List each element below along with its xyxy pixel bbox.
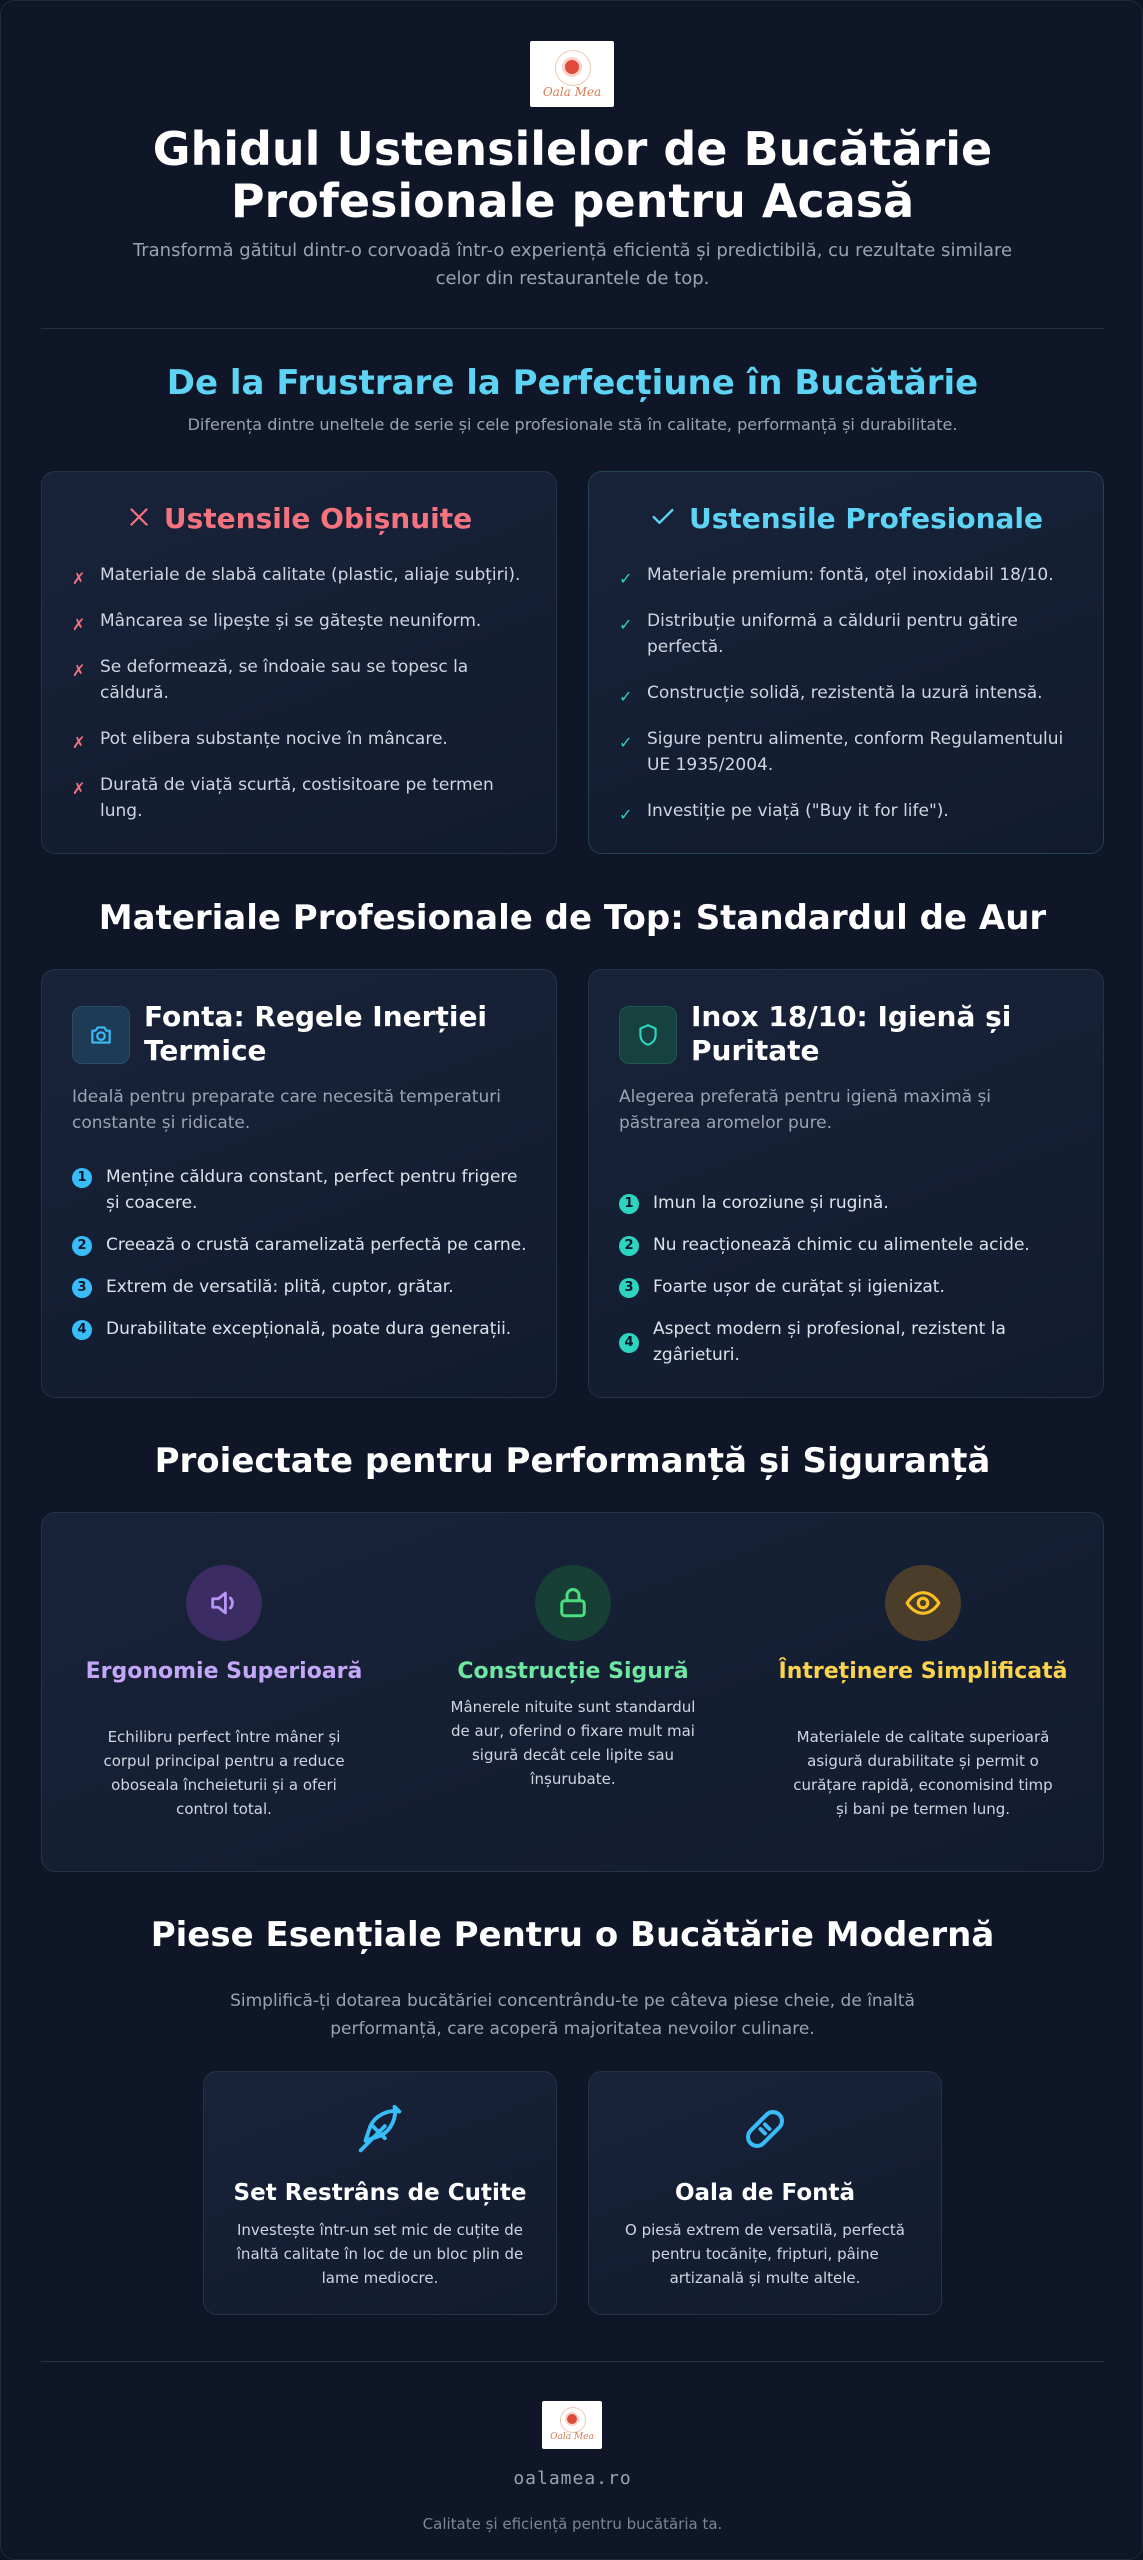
- x-icon: [126, 504, 152, 537]
- footer-logo-text: Oala Mea: [550, 2432, 594, 2442]
- feature-desc: Mânerele nituite sunt standardul de aur, oferind o fixare mult mai sigură decât cele lipite sau înșurubate.: [450, 1698, 696, 1788]
- comparison-subtitle: Diferența dintre uneltele de serie și cele profesionale stă în calitate, performanță și durabilitate.: [187, 415, 958, 434]
- inox-list: [619, 1190, 1079, 1368]
- list-item: ✓ Materiale premium: fontă, oțel inoxidabil 18/10.: [619, 565, 1054, 588]
- list-item: ✓ Sigure pentru alimente, conform Regulamentului UE 1935/2004.: [619, 729, 1064, 775]
- professional-tools-title: Ustensile Profesionale: [689, 502, 1043, 535]
- list-item: ✓ Distribuție uniformă a căldurii pentru gătire perfectă.: [619, 611, 1018, 657]
- comparison-title: De la Frustrare la Perfecțiune în Bucătărie: [166, 363, 979, 403]
- speaker-icon: [186, 1565, 262, 1641]
- cast-iron-title: Fonta: Regele Inerției Termice: [144, 1000, 488, 1067]
- logo-text: Oala Mea: [542, 85, 602, 99]
- list-item: ✗ Materiale de slabă calitate (plastic, aliaje subțiri).: [72, 565, 521, 588]
- essentials-subtitle: Simplifică-ți dotarea bucătăriei concentrându-te pe câteva piese cheie, de înaltă performanță, care acoperă majoritatea nevoilor culinare.: [230, 1991, 915, 2039]
- list-item: 1 Imun la coroziune și rugină.: [619, 1190, 1079, 1216]
- ordinary-tools-title: Ustensile Obișnuite: [163, 502, 473, 535]
- list-item: 4 Durabilitate excepțională, poate dura generații.: [72, 1316, 532, 1342]
- essential-title: Oala de Fontă: [674, 2180, 856, 2206]
- bandage-icon: [589, 2102, 941, 2156]
- essentials-title: Piese Esențiale Pentru o Bucătărie Modernă: [150, 1915, 995, 1955]
- cast-iron-card: [41, 969, 557, 1398]
- ordinary-tools-list: [72, 562, 526, 844]
- feature-desc: Materialele de calitate superioară asigură durabilitate și permit o curățare rapidă, economisind timp și bani pe termen lung.: [793, 1728, 1053, 1818]
- feature-title: Ergonomie Superioară: [85, 1659, 363, 1684]
- list-item: 2 Creează o crustă caramelizată perfectă pe carne.: [72, 1232, 532, 1258]
- list-item: ✗ Se deformează, se îndoaie sau se topesc la căldură.: [72, 657, 469, 703]
- feature-desc: Echilibru perfect între mâner și corpul principal pentru a reduce oboseala încheieturii și a oferi control total.: [103, 1728, 345, 1818]
- ordinary-tools-card: [41, 471, 557, 854]
- lock-icon: [535, 1565, 611, 1641]
- essential-cast-iron-pot-card: [588, 2071, 942, 2315]
- eye-icon: [885, 1565, 961, 1641]
- shield-icon: [619, 1006, 677, 1064]
- list-item: 4 Aspect modern și profesional, rezistent la zgârieturi.: [619, 1316, 1079, 1368]
- performance-card: [41, 1512, 1104, 1872]
- header-divider: [41, 328, 1104, 329]
- list-item: ✓ Investiție pe viață ("Buy it for life").: [619, 801, 949, 824]
- essential-desc: O piesă extrem de versatilă, perfectă pentru tocănițe, fripturi, pâine artizanală și multe altele.: [625, 2221, 905, 2287]
- essential-title: Set Restrâns de Cuțite: [233, 2180, 527, 2206]
- footer-divider: [41, 2361, 1104, 2362]
- essential-knife-set-card: [203, 2071, 557, 2315]
- footer-domain: oalamea.ro: [513, 2468, 632, 2489]
- professional-tools-card: [588, 471, 1104, 854]
- feather-icon: [204, 2102, 556, 2160]
- feature-title: Întreținere Simplificată: [778, 1659, 1068, 1684]
- camera-icon: [72, 1006, 130, 1064]
- page-subtitle: Transformă gătitul dintr-o corvoadă într-o experiență eficientă și predictibilă, cu rezultate similare celor din restaurantele de top.: [132, 240, 1013, 289]
- check-icon: [649, 503, 677, 538]
- professional-tools-list: [619, 562, 1073, 844]
- performance-title: Proiectate pentru Performanță și Siguranță: [154, 1441, 991, 1481]
- brand-logo: [530, 41, 614, 107]
- materials-title: Materiale Profesionale de Top: Standardul de Aur: [98, 898, 1047, 938]
- inox-title: Inox 18/10: Igienă și Puritate: [691, 1000, 1012, 1067]
- list-item: 1 Menține căldura constant, perfect pentru frigere și coacere.: [72, 1164, 532, 1216]
- list-item: 2 Nu reacționează chimic cu alimentele acide.: [619, 1232, 1079, 1258]
- inox-card: [588, 969, 1104, 1398]
- essential-desc: Investește într-un set mic de cuțite de înaltă calitate în loc de un bloc plin de lame mediocre.: [236, 2221, 524, 2287]
- list-item: ✗ Pot elibera substanțe nocive în mâncare.: [72, 729, 448, 752]
- cast-iron-desc: Ideală pentru preparate care necesită temperaturi constante și ridicate.: [72, 1087, 501, 1133]
- list-item: ✓ Construcție solidă, rezistentă la uzură intensă.: [619, 683, 1043, 706]
- footer-logo: [542, 2401, 602, 2449]
- footer-tagline: Calitate și eficiență pentru bucătăria ta.: [422, 2515, 723, 2533]
- inox-desc: Alegerea preferată pentru igienă maximă și păstrarea aromelor pure.: [619, 1087, 992, 1133]
- feature-title: Construcție Sigură: [457, 1659, 689, 1684]
- list-item: ✗ Durată de viață scurtă, costisitoare pe termen lung.: [72, 775, 494, 821]
- list-item: ✗ Mâncarea se lipește și se gătește neuniform.: [72, 611, 482, 634]
- cast-iron-list: [72, 1164, 532, 1342]
- list-item: 3 Foarte ușor de curățat și igienizat.: [619, 1274, 1079, 1300]
- page-title: Ghidul Ustensilelor de Bucătărie Profesionale pentru Acasă: [152, 122, 993, 228]
- list-item: 3 Extrem de versatilă: plită, cuptor, grătar.: [72, 1274, 532, 1300]
